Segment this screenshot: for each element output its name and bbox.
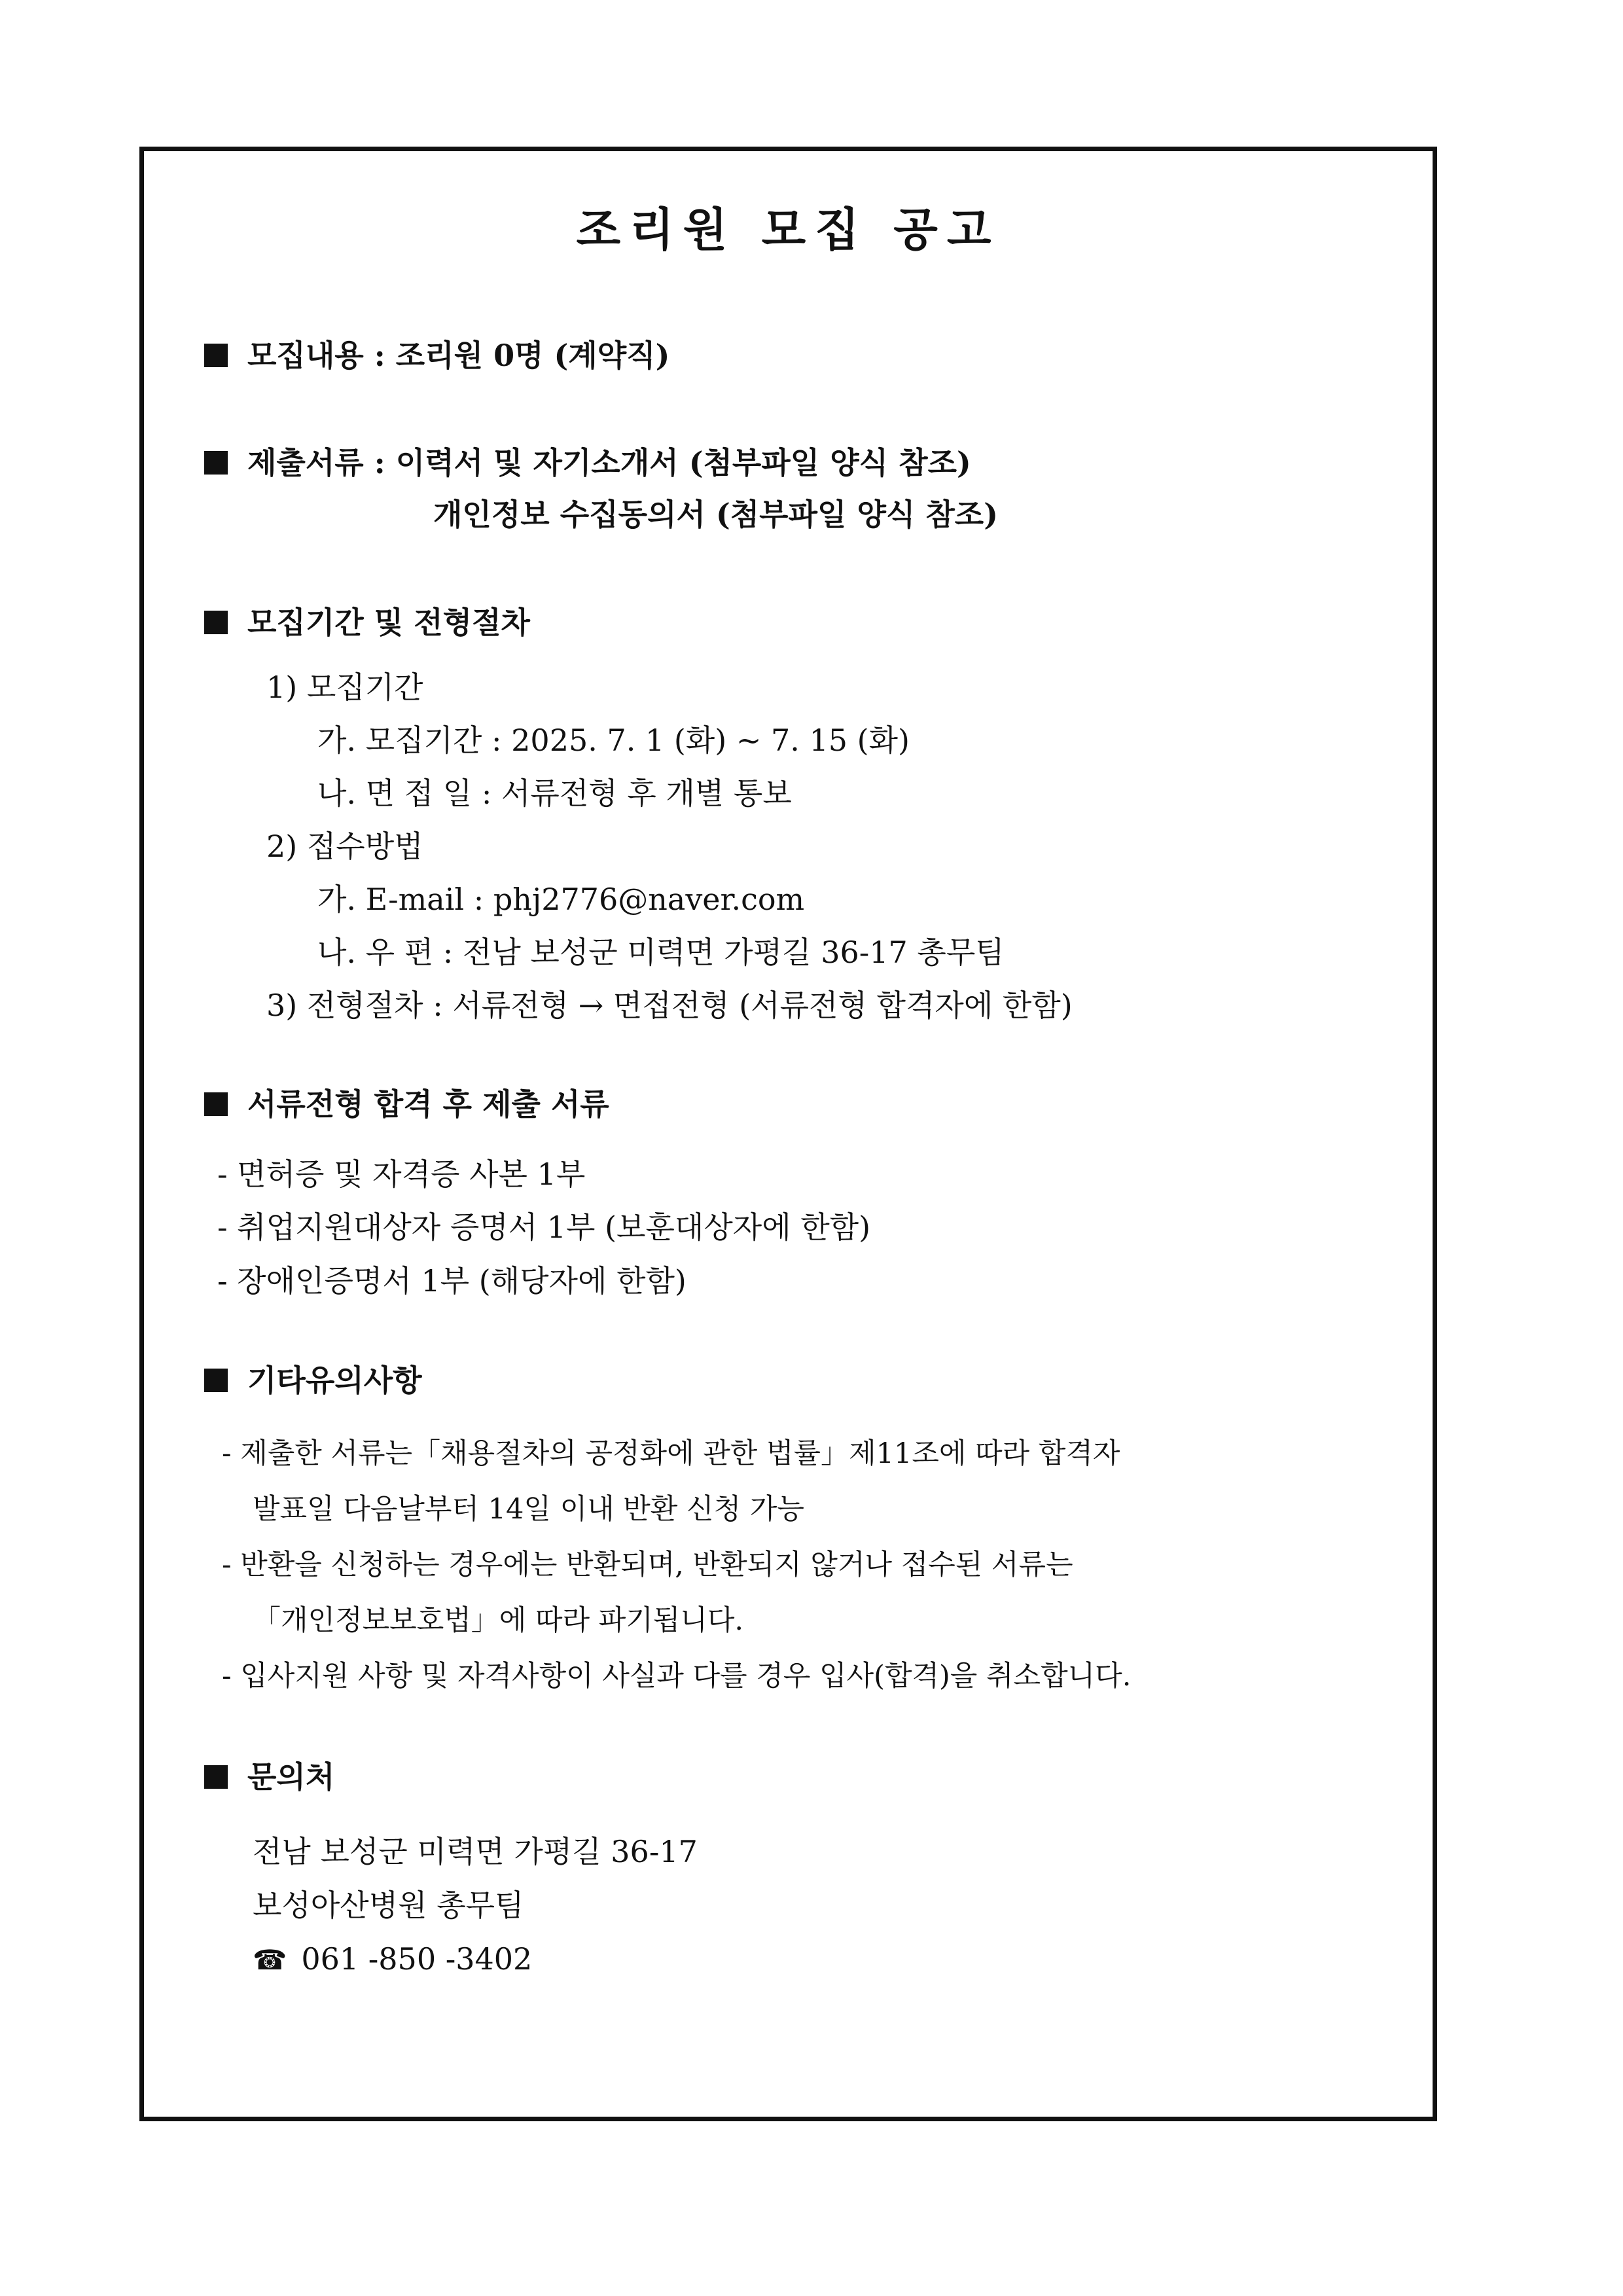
period-heading-text: 모집기간 및 전형절차 — [247, 605, 530, 640]
notes-heading — [204, 1359, 422, 1401]
after-pass-item: - 취업지원대상자 증명서 1부 (보훈대상자에 한함) — [217, 1210, 871, 1245]
telephone-icon: ☎ — [253, 1944, 287, 1976]
notes-heading-text: 기타유의사항 — [247, 1363, 422, 1398]
period-line: 3) 전형절차 : 서류전형 → 면접전형 (서류전형 합격자에 한함) — [266, 988, 1073, 1023]
square-bullet-icon — [204, 1765, 228, 1789]
after-pass-heading-text: 서류전형 합격 후 제출 서류 — [247, 1086, 609, 1122]
after-pass-item: - 장애인증명서 1부 (해당자에 한함) — [217, 1263, 687, 1299]
recruit-heading — [204, 334, 669, 376]
recruit-heading-text: 모집내용 : 조리원 0명 (계약직) — [247, 338, 670, 373]
period-line: 1) 모집기간 — [266, 670, 423, 705]
period-line: 2) 접수방법 — [266, 829, 423, 864]
period-line: 가. E-mail : phj2776@naver.com — [317, 882, 805, 917]
documents-second-line: 개인정보 수집동의서 (첨부파일 양식 참조) — [433, 497, 998, 532]
contact-heading — [204, 1756, 334, 1798]
after-pass-item: - 면허증 및 자격증 사본 1부 — [217, 1157, 586, 1192]
contact-heading-text: 문의처 — [247, 1759, 335, 1795]
contact-address: 전남 보성군 미력면 가평길 36-17 — [253, 1834, 698, 1869]
square-bullet-icon — [204, 1092, 228, 1116]
notes-line: - 입사지원 사항 및 자격사항이 사실과 다를 경우 입사(합격)을 취소합니다. — [222, 1660, 1132, 1693]
period-heading — [204, 601, 530, 643]
contact-phone: 061 -850 -3402 — [301, 1941, 533, 1977]
period-line: 가. 모집기간 : 2025. 7. 1 (화) ~ 7. 15 (화) — [317, 723, 910, 758]
notes-line: 발표일 다음날부터 14일 이내 반환 신청 가능 — [253, 1493, 804, 1526]
notes-line: - 반환을 신청하는 경우에는 반환되며, 반환되지 않거나 접수된 서류는 — [222, 1549, 1073, 1581]
contact-org: 보성아산병원 총무팀 — [253, 1888, 524, 1923]
page-title: 조리원 모집 공고 — [576, 202, 1001, 257]
documents-heading-text: 제출서류 : 이력서 및 자기소개서 (첨부파일 양식 참조) — [247, 445, 971, 480]
square-bullet-icon — [204, 1369, 228, 1392]
period-line: 나. 우 편 : 전남 보성군 미력면 가평길 36-17 총무팀 — [317, 935, 1005, 970]
after-pass-heading — [204, 1083, 609, 1125]
notice-frame — [139, 147, 1437, 2121]
documents-heading — [204, 442, 971, 484]
square-bullet-icon — [204, 344, 228, 367]
contact-phone-row — [253, 1938, 532, 1981]
notes-line: 「개인정보보호법」에 따라 파기됩니다. — [253, 1604, 744, 1637]
square-bullet-icon — [204, 611, 228, 634]
notes-line: - 제출한 서류는「채용절차의 공정화에 관한 법률」제11조에 따라 합격자 — [222, 1437, 1120, 1470]
square-bullet-icon — [204, 451, 228, 475]
period-line: 나. 면 접 일 : 서류전형 후 개별 통보 — [317, 776, 792, 811]
